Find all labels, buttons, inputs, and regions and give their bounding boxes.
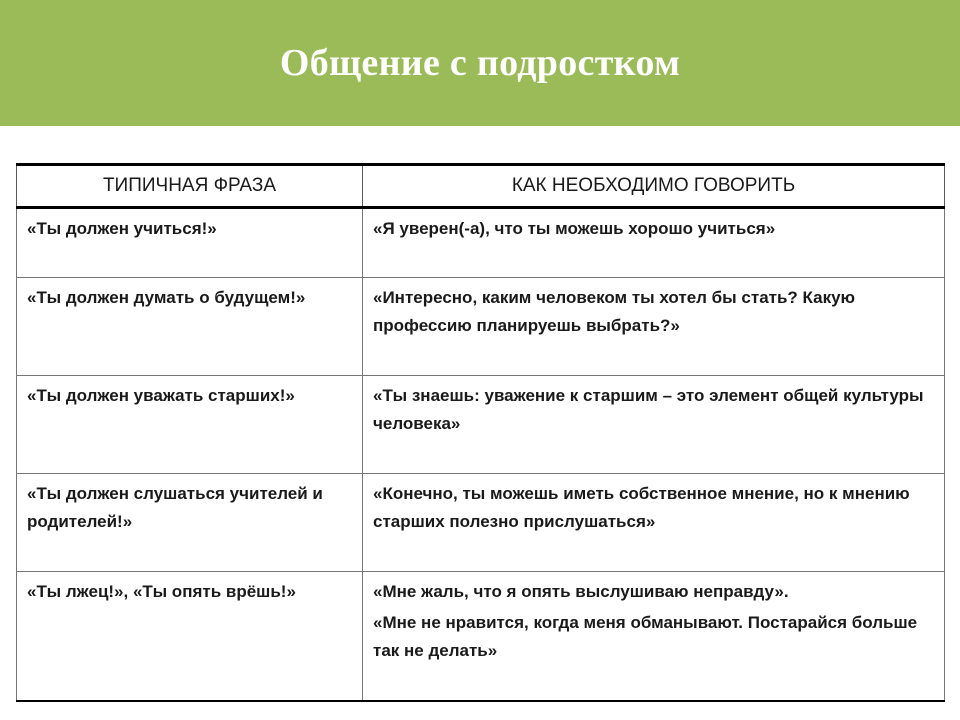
recommended-phrase-cell xyxy=(363,474,945,572)
table-row xyxy=(17,376,945,474)
phrases-table xyxy=(16,163,945,702)
typical-phrase-cell: «Ты должен слушаться учителей и родителей!» xyxy=(17,474,363,572)
title-banner xyxy=(0,0,960,126)
typical-phrase-cell: «Ты должен учиться!» xyxy=(17,208,363,278)
header-typical-phrase: ТИПИЧНАЯ ФРАЗА xyxy=(17,165,363,208)
recommended-phrase: «Я уверен(-а), что ты можешь хорошо учиться» xyxy=(373,219,776,238)
recommended-phrase-cell xyxy=(363,278,945,376)
recommended-phrase: «Конечно, ты можешь иметь собственное мнение, но к мнению старших полезно прислушаться» xyxy=(373,484,910,531)
typical-phrase-cell: «Ты лжец!», «Ты опять врёшь!» xyxy=(17,572,363,702)
typical-phrase-cell: «Ты должен уважать старших!» xyxy=(17,376,363,474)
recommended-phrase-cell xyxy=(363,208,945,278)
table-header-row xyxy=(17,165,945,208)
table-row xyxy=(17,208,945,278)
table-row xyxy=(17,572,945,702)
page-title: Общение с подростком xyxy=(279,42,681,84)
typical-phrase-cell: «Ты должен думать о будущем!» xyxy=(17,278,363,376)
recommended-phrase-cell xyxy=(363,572,945,702)
recommended-phrase: «Мне не нравится, когда меня обманывают. Постарайся больше так не делать» xyxy=(373,613,918,660)
table-row xyxy=(17,474,945,572)
recommended-phrase: «Мне жаль, что я опять выслушиваю неправду». xyxy=(373,582,789,601)
header-how-to-say: КАК НЕОБХОДИМО ГОВОРИТЬ xyxy=(363,165,945,208)
recommended-phrase: «Ты знаешь: уважение к старшим – это элемент общей культуры человека» xyxy=(373,386,924,433)
recommended-phrase: «Интересно, каким человеком ты хотел бы стать? Какую профессию планируешь выбрать?» xyxy=(373,288,856,335)
recommended-phrase-cell xyxy=(363,376,945,474)
table-row xyxy=(17,278,945,376)
